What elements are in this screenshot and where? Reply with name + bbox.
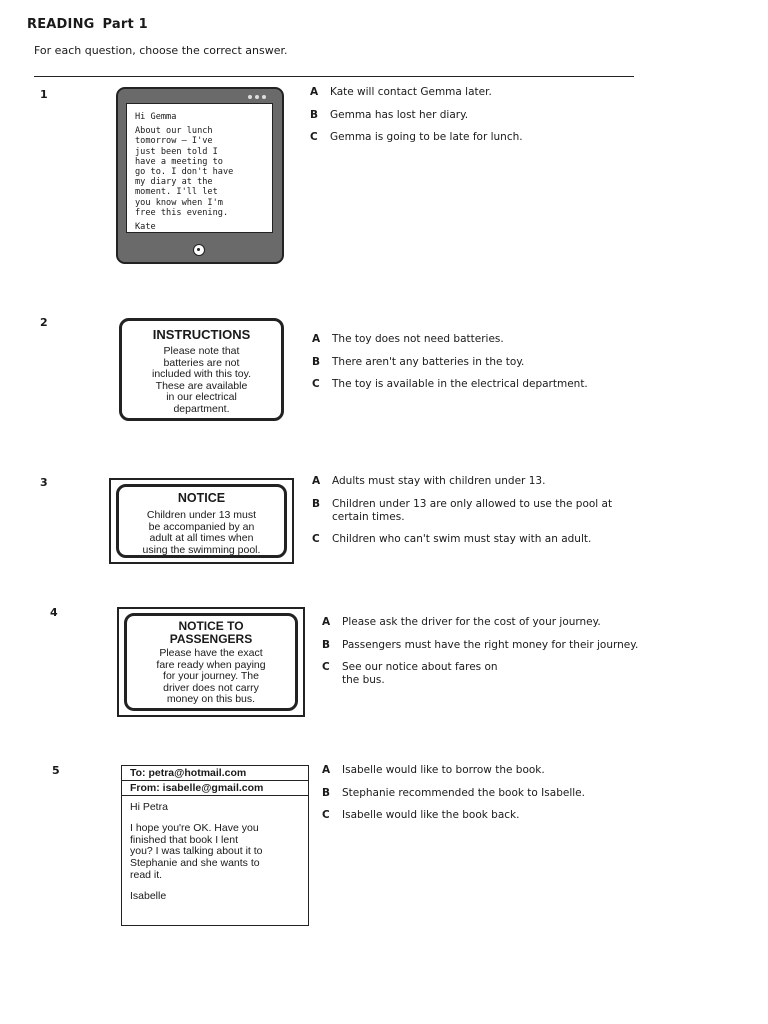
- phone-message: [116, 87, 284, 264]
- question-number-2: 2: [40, 316, 48, 329]
- answer-option[interactable]: C Gemma is going to be late for lunch.: [310, 131, 523, 143]
- email-message: [121, 765, 309, 926]
- question-number-1: 1: [40, 88, 48, 101]
- phone-home-button-icon: [193, 244, 205, 256]
- answer-option[interactable]: C Isabelle would like the book back.: [322, 809, 520, 821]
- message-line: About our lunch: [135, 126, 213, 137]
- notice-body: Please note that batteries are not included with this toy. These are available in our electrical department.: [151, 345, 252, 415]
- message-line: you know when I'm: [135, 197, 223, 208]
- answer-option[interactable]: A Adults must stay with children under 13.: [312, 475, 546, 487]
- notice-panel: [124, 613, 298, 711]
- answer-option[interactable]: A Please ask the driver for the cost of your journey.: [322, 616, 601, 628]
- header-divider: [34, 76, 634, 77]
- answer-option[interactable]: A Isabelle would like to borrow the book.: [322, 764, 545, 776]
- message-line: my diary at the: [135, 177, 213, 188]
- notice-body: Please have the exact fare ready when paying for your journey. The driver does not carry money on this bus.: [156, 647, 266, 706]
- message-line: moment. I'll let: [135, 187, 218, 198]
- bus-fare-sign: [117, 607, 305, 717]
- answer-option[interactable]: B Stephanie recommended the book to Isabelle.: [322, 786, 585, 799]
- answer-option[interactable]: A The toy does not need batteries.: [312, 333, 504, 345]
- answer-option[interactable]: B There aren't any batteries in the toy.: [312, 355, 525, 368]
- email-text: I hope you're OK. Have you finished that book I lent you? I was talking about it to Stephanie and she wants to read it.: [130, 821, 263, 881]
- question-number-4: 4: [50, 606, 58, 619]
- answer-option[interactable]: C Children who can't swim must stay with an adult.: [312, 533, 592, 545]
- page-title: [27, 17, 148, 32]
- email-greeting: Hi Petra: [130, 801, 168, 813]
- answer-option[interactable]: B Passengers must have the right money for their journey.: [322, 638, 639, 651]
- answer-option[interactable]: B Gemma has lost her diary.: [310, 108, 469, 121]
- phone-screen: [126, 103, 273, 233]
- message-line: go to. I don't have: [135, 167, 234, 178]
- message-line: have a meeting to: [135, 156, 223, 167]
- notice-heading: NOTICE TO PASSENGERS: [169, 619, 253, 646]
- email-from-label: From:: [130, 782, 160, 794]
- message-line: free this evening.: [135, 207, 229, 218]
- answer-option[interactable]: B Children under 13 are only allowed to use the pool at certain times.: [312, 497, 613, 523]
- swimming-pool-sign: [109, 478, 294, 564]
- notice-heading: INSTRUCTIONS: [152, 327, 251, 342]
- message-signoff: Kate: [135, 222, 156, 233]
- answer-options-3: [312, 475, 634, 556]
- email-from-address: isabelle@gmail.com: [162, 782, 264, 794]
- message-greeting: Hi Gemma: [135, 112, 177, 122]
- message-line: just been told I: [135, 146, 218, 157]
- email-signoff: Isabelle: [130, 889, 167, 902]
- message-line: tomorrow – I've: [135, 136, 213, 147]
- answer-option[interactable]: C The toy is available in the electrical department.: [312, 378, 588, 390]
- email-from: [122, 781, 308, 796]
- question-number-3: 3: [40, 476, 48, 489]
- instructions: For each question, choose the correct answer.: [34, 44, 288, 57]
- answer-options-4: [322, 616, 640, 697]
- question-number-5: 5: [52, 764, 60, 777]
- notice-panel: [116, 484, 287, 558]
- answer-option[interactable]: C See our notice about fares on the bus.: [322, 661, 498, 686]
- answer-options-1: [310, 86, 630, 154]
- notice-heading: NOTICE: [177, 491, 226, 505]
- answer-options-5: [322, 764, 640, 832]
- phone-speaker-dots: [248, 95, 266, 99]
- notice-body: Children under 13 must be accompanied by an adult at all times when using the swimming pool.: [142, 509, 261, 556]
- email-body: [122, 796, 308, 918]
- instructions-notice: [119, 318, 284, 421]
- email-to: To: petra@hotmail.com: [122, 766, 308, 781]
- answer-option[interactable]: A Kate will contact Gemma later.: [310, 86, 492, 98]
- section-title: READING: [27, 17, 95, 32]
- part-title: Part 1: [102, 17, 148, 32]
- answer-options-2: [312, 333, 632, 401]
